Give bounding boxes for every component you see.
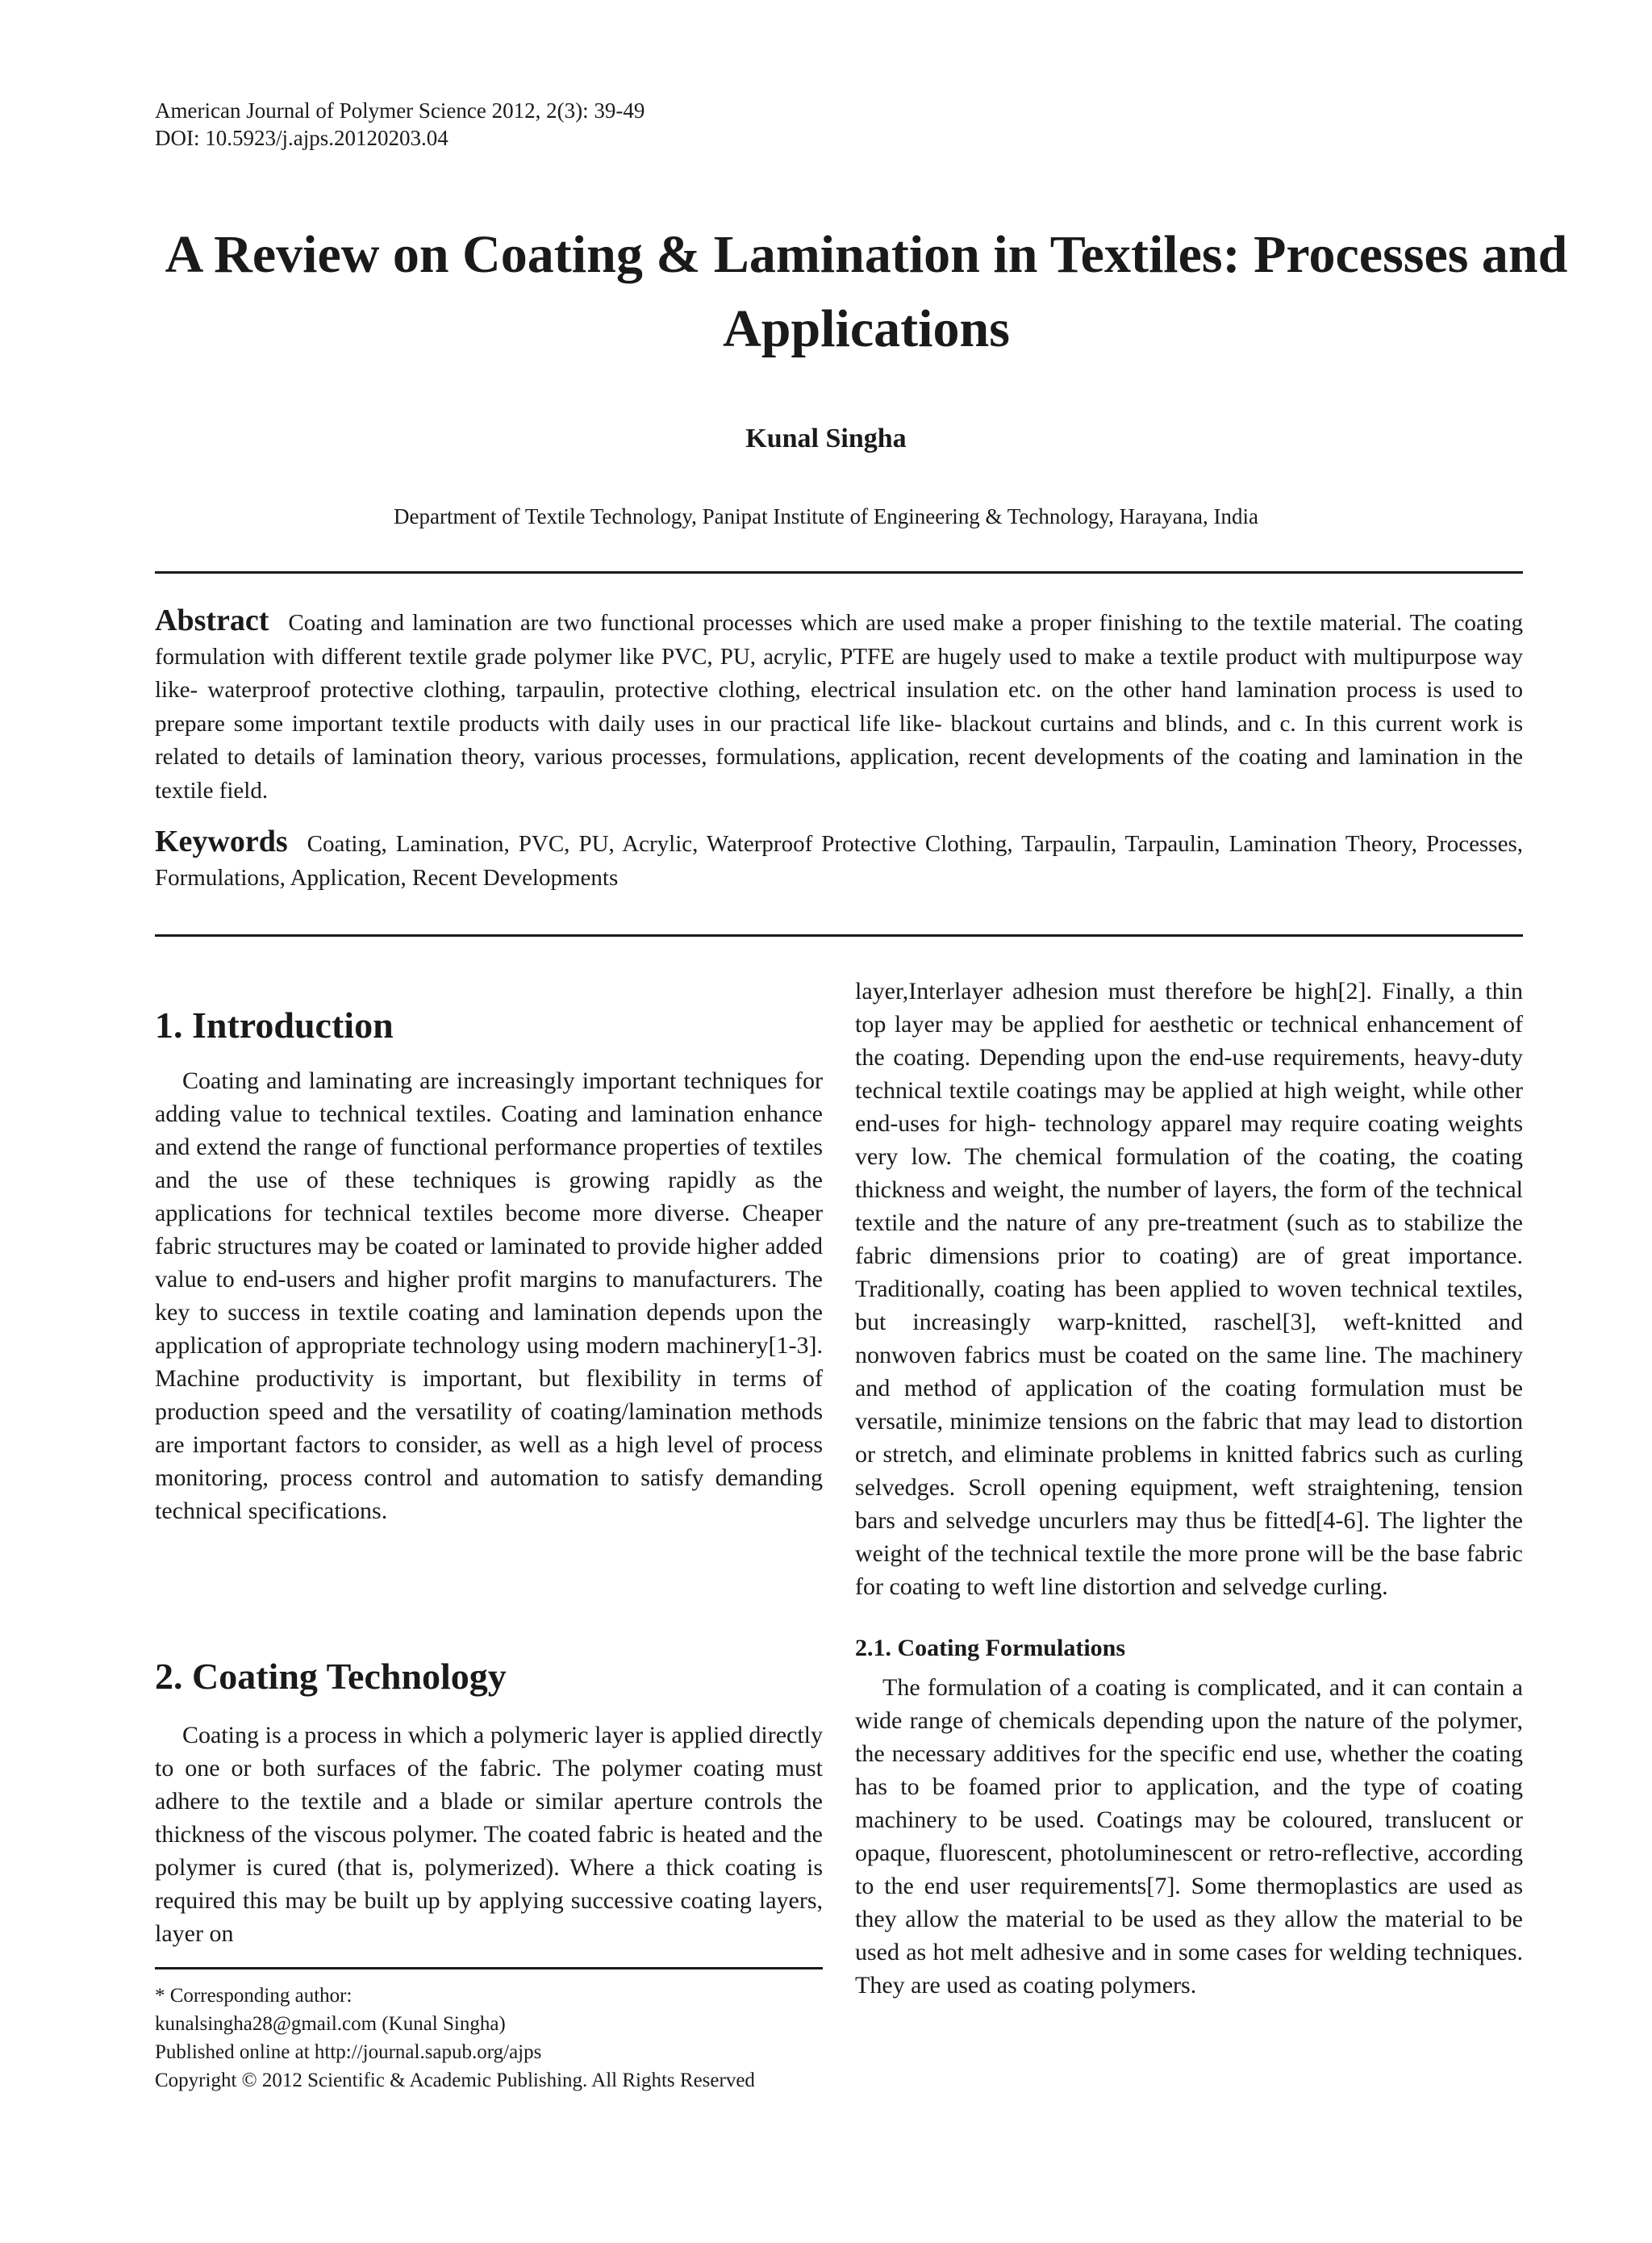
abstract <box>155 604 1523 808</box>
keywords-label: Keywords <box>155 825 288 858</box>
footnotes <box>155 1982 823 2095</box>
coating-paragraph: Coating is a process in which a polymeric layer is applied directly to one or both surfaces of the fabric. The polymer coating must adhere to the textile and a blade or similar aperture controls the thickness of the viscous polymer. The coated fabric is heated and the polymer is cured (that is, polymerized). Where a thick coating is required this may be built up by applying successive coating layers, layer on <box>155 1722 823 1947</box>
left-column-coating <box>155 1654 823 1950</box>
footnote-published: Published online at http://journal.sapub.org/ajps <box>155 2041 542 2063</box>
section-heading-introduction: 1. Introduction <box>155 1005 394 1046</box>
abstract-text: Coating and lamination are two functional processes which are used make a proper finishing to the textile material. The coating formulation with different textile grade polymer like PVC, PU, acrylic, PTFE are hugely used to make a textile product with multipurpose way like- waterproof protective clothing, tarpaulin, protective clothing, electrical insulation etc. on the other hand lamination process is used to prepare some important textile products with daily uses in our practical life like- blackout curtains and blinds, and c. In this current work is related to details of lamination theory, various processes, formulations, application, recent developments of the coating and lamination in the textile field. <box>155 610 1523 804</box>
top-divider <box>155 571 1523 574</box>
author-name: Kunal Singha <box>745 424 907 453</box>
footnote-email: kunalsingha28@gmail.com (Kunal Singha) <box>155 2013 506 2035</box>
right-column <box>855 975 1523 2002</box>
subsection-heading-formulations: 2.1. Coating Formulations <box>855 1635 1126 1661</box>
keywords-text: Coating, Lamination, PVC, PU, Acrylic, Waterproof Protective Clothing, Tarpaulin, Tarpaulin, Lamination Theory, Processes, Formulations, Application, Recent Developments <box>155 831 1523 891</box>
abstract-label: Abstract <box>155 604 269 637</box>
introduction-paragraph: Coating and laminating are increasingly important techniques for adding value to technical textiles. Coating and lamination enhance and extend the range of functional performance properties of textiles and the use of these techniques is growing rapidly as the applications for technical textiles become more diverse. Cheaper fabric structures may be coated or laminated to provide higher added value to end-users and higher profit margins to manufacturers. The key to success in textile coating and lamination depends upon the application of appropriate technology using modern machinery[1-3]. Machine productivity is important, but flexibility in terms of production speed and the versatility of coating/lamination methods are important factors to consider, as well as a high level of process monitoring, process control and automation to satisfy demanding technical specifications. <box>155 1067 823 1524</box>
left-column <box>155 1003 823 1527</box>
abstract-divider <box>155 934 1523 937</box>
coating-paragraph-continued: layer,Interlayer adhesion must therefore be high[2]. Finally, a thin top layer may be applied for aesthetic or technical enhancement of the coating. Depending upon the end-use requirements, heavy-duty technical textile coatings may be applied at high weight, while other end-uses for high- technology apparel may require coating weights very low. The chemical formulation of the coating, the coating thickness and weight, the number of layers, the form of the technical textile and the nature of any pre-treatment (such as to stabilize the fabric dimensions prior to coating) are of great importance. Traditionally, coating has been applied to woven technical textiles, but increasingly warp-knitted, raschel[3], weft-knitted and nonwoven fabrics must be coated on the same line. The machinery and method of application of the coating formulation must be versatile, minimize tensions on the fabric that may lead to distortion or stretch, and eliminate problems in knitted fabrics such as curling selvedges. Scroll opening equipment, weft straightening, tension bars and selvedge uncurlers may thus be fitted[4-6]. The lighter the weight of the technical textile the more prone will be the base fabric for coating to weft line distortion and selvedge curling. <box>855 978 1523 1600</box>
formulations-paragraph: The formulation of a coating is complicated, and it can contain a wide range of chemicals depending upon the nature of the polymer, the necessary additives for the specific end use, whether the coating has to be foamed prior to application, and the type of coating machinery to be used. Coatings may be coloured, translucent or opaque, fluorescent, photoluminescent or retro-reflective, according to the end user requirements[7]. Some thermoplastics are used as they allow the material to be used as they allow the material to be used as hot melt adhesive and in some cases for welding techniques. They are used as coating polymers. <box>855 1674 1523 1999</box>
section-heading-coating: 2. Coating Technology <box>155 1656 507 1697</box>
journal-citation: American Journal of Polymer Science 2012, 2(3): 39-49 <box>155 98 645 123</box>
journal-doi: DOI: 10.5923/j.ajps.20120203.04 <box>155 126 448 150</box>
author-affiliation: Department of Textile Technology, Panipat Institute of Engineering & Technology, Harayana, India <box>393 504 1259 528</box>
footnote-copyright: Copyright © 2012 Scientific & Academic Publishing. All Rights Reserved <box>155 2070 755 2091</box>
footnote-divider <box>155 1967 823 1969</box>
keywords <box>155 825 1523 895</box>
paper-title: A Review on Coating & Lamination in Textiles: Processes and Applications <box>165 225 1568 358</box>
journal-header <box>155 97 645 152</box>
footnote-corresponding: * Corresponding author: <box>155 1985 353 2007</box>
